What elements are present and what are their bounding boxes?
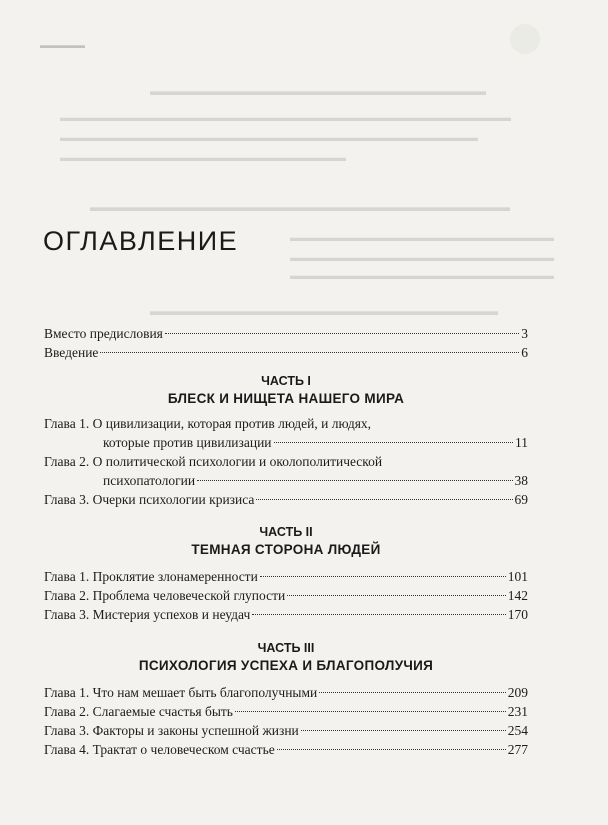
toc-entry-part1-ch1[interactable]	[44, 414, 528, 452]
page-number: 69	[514, 492, 528, 507]
chapter-label: Глава 2.	[44, 704, 90, 719]
entry-title-continued: психопатологии	[103, 473, 196, 488]
dot-leader	[165, 333, 519, 334]
entry-title: Проклятие злонамеренности	[92, 569, 258, 584]
chapter-label: Глава 2.	[44, 588, 90, 603]
toc-entry-part1-ch2[interactable]	[44, 452, 528, 490]
part-title: ТЕМНАЯ СТОРОНА ЛЮДЕЙ	[191, 542, 381, 557]
entry-title: Вместо предисловия	[44, 326, 163, 341]
dot-leader	[277, 749, 506, 750]
entry-title: О цивилизации, которая против людей, и людях,	[92, 416, 372, 431]
page-number: 254	[507, 723, 528, 738]
entry-title: О политической психологии и околополитической	[92, 454, 383, 469]
part-label: ЧАСТЬ I	[261, 374, 311, 388]
entry-title-continued: которые против цивилизации	[103, 435, 272, 450]
entry-title: Введение	[44, 345, 99, 360]
toc-entry-part2-ch3[interactable]	[44, 605, 528, 624]
toc-entry-introduction[interactable]	[44, 343, 528, 362]
part-heading-3	[44, 640, 528, 675]
dot-leader	[301, 730, 506, 731]
chapter-label: Глава 1.	[44, 416, 90, 431]
page-number: 11	[515, 435, 528, 450]
page-number: 170	[507, 607, 528, 622]
bleed-through-text: ▬▬▬▬▬▬▬▬▬▬▬▬▬▬▬▬▬▬▬▬▬▬▬▬▬▬	[60, 152, 346, 164]
toc-entry-part2-ch2[interactable]	[44, 586, 528, 605]
entry-title: Факторы и законы успешной жизни	[92, 723, 299, 738]
toc-entry-part2-ch1[interactable]	[44, 567, 528, 586]
chapter-label: Глава 1.	[44, 569, 90, 584]
dot-leader	[235, 711, 506, 712]
bleed-through-text: ▬▬▬▬▬▬▬▬▬▬▬▬▬▬▬▬▬▬▬▬▬▬▬▬▬▬▬▬▬	[150, 304, 498, 318]
part-label: ЧАСТЬ III	[257, 641, 315, 655]
chapter-label: Глава 3.	[44, 492, 90, 507]
dot-leader	[252, 614, 505, 615]
chapter-label: Глава 1.	[44, 685, 90, 700]
entry-title: Слагаемые счастья быть	[92, 704, 233, 719]
toc-entry-part3-ch2[interactable]	[44, 702, 528, 721]
publisher-logo-icon	[510, 24, 540, 54]
page-number: 231	[507, 704, 528, 719]
page-number: 6	[521, 345, 528, 360]
toc-entry-part3-ch4[interactable]	[44, 740, 528, 759]
bleed-through-text: ▬▬▬▬▬▬▬▬▬▬▬▬▬▬▬▬▬▬▬▬▬▬▬▬▬▬▬▬▬▬▬▬▬▬▬	[90, 200, 510, 214]
entry-title: Что нам мешает быть благополучными	[92, 685, 318, 700]
toc-entry-foreword[interactable]	[44, 324, 528, 343]
dot-leader	[256, 499, 512, 500]
dot-leader	[319, 692, 505, 693]
toc-entry-part1-ch3[interactable]	[44, 490, 528, 509]
chapter-label: Глава 3.	[44, 607, 90, 622]
bleed-through-text: ▬▬▬▬▬▬▬▬▬▬▬▬▬▬▬▬▬▬▬▬▬▬▬▬▬▬▬▬▬▬▬▬▬▬▬▬▬▬	[60, 132, 478, 144]
dot-leader	[100, 352, 519, 353]
page-number: 101	[507, 569, 528, 584]
bleed-through-text: ▬▬▬▬▬▬▬▬▬▬▬▬▬▬▬▬▬▬▬▬▬▬▬▬	[290, 270, 554, 282]
bleed-through-running-header: ▬▬▬▬▬	[40, 40, 85, 50]
bleed-through-text: ▬▬▬▬▬▬▬▬▬▬▬▬▬▬▬▬▬▬▬▬▬▬▬▬	[290, 232, 554, 244]
table-of-contents	[44, 324, 528, 759]
bleed-through-text: ▬▬▬▬▬▬▬▬▬▬▬▬▬▬▬▬▬▬▬▬▬▬▬▬	[290, 252, 554, 264]
page-number: 142	[507, 588, 528, 603]
page-number: 277	[507, 742, 528, 757]
page-number: 38	[514, 473, 528, 488]
chapter-label: Глава 4.	[44, 742, 90, 757]
entry-title: Трактат о человеческом счастье	[92, 742, 275, 757]
page-number: 209	[507, 685, 528, 700]
part-title: БЛЕСК И НИЩЕТА НАШЕГО МИРА	[167, 391, 405, 406]
bleed-through-text: ▬▬▬▬▬▬▬▬▬▬▬▬▬▬▬▬▬▬▬▬▬▬▬▬▬▬▬▬	[150, 84, 486, 98]
chapter-label: Глава 2.	[44, 454, 90, 469]
chapter-label: Глава 3.	[44, 723, 90, 738]
entry-title: Проблема человеческой глупости	[92, 588, 286, 603]
dot-leader	[274, 442, 513, 443]
entry-title: Мистерия успехов и неудач	[92, 607, 251, 622]
toc-entry-part3-ch1[interactable]	[44, 683, 528, 702]
part-label: ЧАСТЬ II	[259, 525, 313, 539]
part-heading-1	[44, 373, 528, 408]
page-title: ОГЛАВЛЕНИЕ	[43, 226, 239, 256]
entry-title: Очерки психологии кризиса	[92, 492, 255, 507]
toc-entry-part3-ch3[interactable]	[44, 721, 528, 740]
bleed-through-text: ▬▬▬▬▬▬▬▬▬▬▬▬▬▬▬▬▬▬▬▬▬▬▬▬▬▬▬▬▬▬▬▬▬▬▬▬▬▬▬▬▬	[60, 112, 511, 124]
dot-leader	[287, 595, 506, 596]
part-title: ПСИХОЛОГИЯ УСПЕХА И БЛАГОПОЛУЧИЯ	[138, 658, 434, 673]
part-heading-2	[44, 524, 528, 559]
dot-leader	[260, 576, 506, 577]
dot-leader	[197, 480, 512, 481]
page-number: 3	[521, 326, 528, 341]
